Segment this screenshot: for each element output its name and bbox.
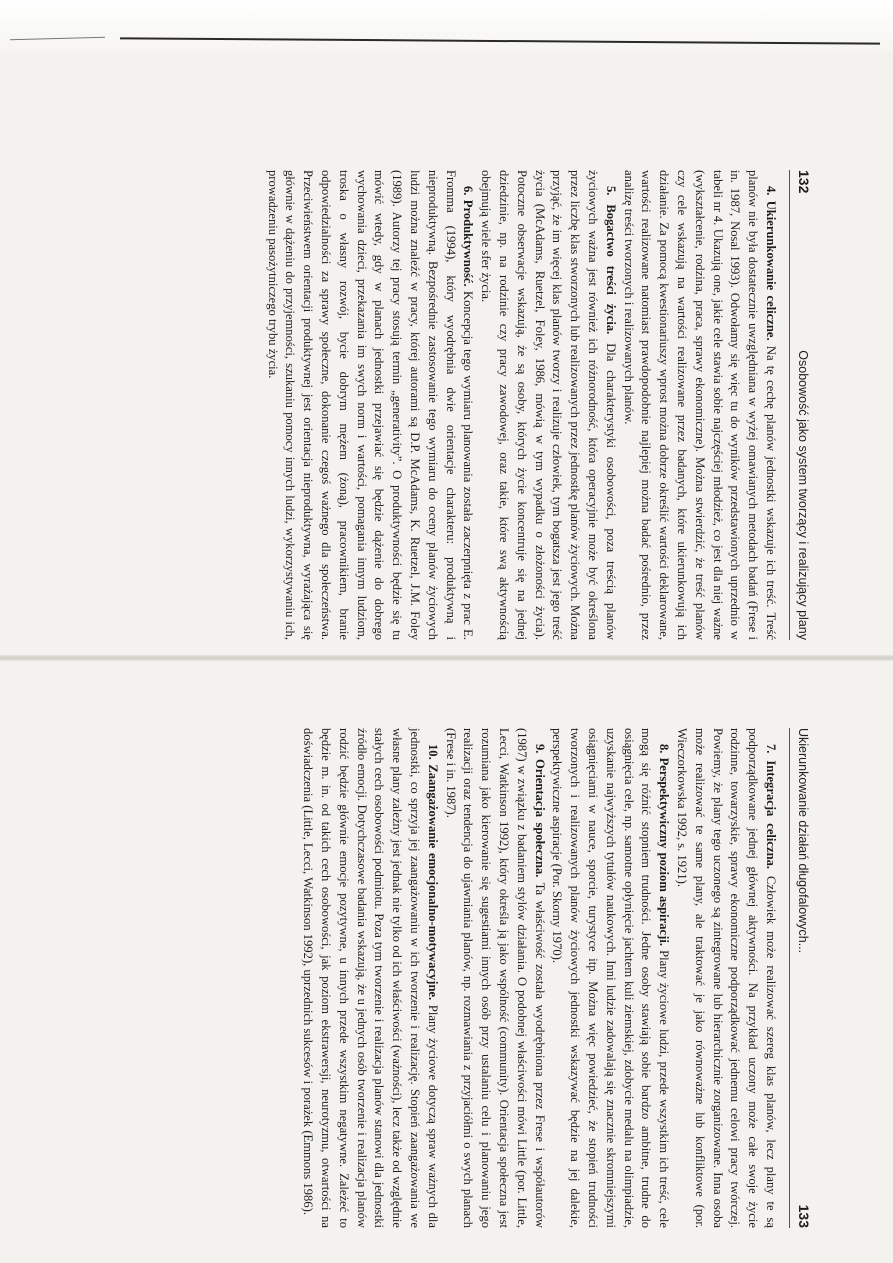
paragraph-text: Człowiek może realizować szereg klas planów, lecz plany te są podporządkowane jednej głównej aktywności. Na przykład uczony może całe swoje życie rodzinne, towarzyskie, sprawy ekonomiczne podporządkować jednemu celowi pracy twórczej. Powiemy, że plany tego uczonego są zintegrowane lub hierarchicznie zorganizowane. Inna osoba może realizować te same plany, ale traktować je jako równoważne lub konfliktowe (por. Wieczorkowska 1992, s. 1921). <box>675 728 778 1228</box>
paragraph-lead: 10. Zaangażowanie emocjonalno-motywacyjne. <box>425 744 440 1001</box>
paragraph-text: Dla charakterystyki osobowości, poza treścią planów życiowych ważna jest również ich różnorodność, która operacyjnie może być określona przez liczbę klas stworzonych lub realizowanych przez jednostkę planów życiowych. Można przyjąć, że im więcej klas planów tworzy i realizuje człowiek, tym bogatsza jest jego treść życia (McAdams, Ruetzel, Foley, 1986, mówią w tym wypadku o złożoności życia). Potoczne obserwacje wskazują, że są osoby, których życie koncentruje się na jednej dziedzinie, np. na rodzinie czy pracy zawodowej, oraz takie, które swą aktywnością obejmują wiele sfer życia. <box>479 170 618 640</box>
paragraph <box>619 170 779 640</box>
page-number: 133 <box>796 1204 812 1228</box>
paragraph <box>476 170 618 640</box>
book-gutter <box>0 655 893 661</box>
paragraph-lead: 8. Perspektywiczny poziom aspiracji. <box>657 744 672 946</box>
paragraph <box>441 728 548 1228</box>
paragraph-lead: 5. Bogactwo treści życia. <box>603 186 618 335</box>
paragraph <box>298 728 440 1228</box>
scan-margin-top <box>0 0 893 52</box>
paragraph-lead: 9. Orientacja społeczna. <box>532 744 547 878</box>
paragraph-text: Ta właściwość została wyodrębniona przez Frese i współautorów (1987) w związku z badaniem stylów działania. O podobnej właściwości mówi Little (por. Little, Lecci, Watkinson 1992), który określa ją jako wspólność (community). Orientacja społeczna jest rozumiana jako kierowanie się sugestiami innych osób przy ustalaniu celu i planowaniu jego realizacji oraz tendencja do ujawniania planów, np. rozmawiania z przyjaciółmi o swych planach (Frese i in. 1987). <box>443 728 547 1228</box>
right-page <box>62 728 812 1228</box>
running-head-title: Ukierunkowanie działań długofalowych... <box>796 728 810 954</box>
page-body <box>298 728 779 1228</box>
paragraph <box>263 170 477 640</box>
running-head-title: Osobowość jako system tworzący i realizujący plany <box>796 350 810 640</box>
paragraph-text: Koncepcja tego wymiaru planowania została zaczerpnięta z prac E. Fromma (1994), który wyodrębnia dwie orientacje charakteru: produktywną i nieproduktywną. Bezpośrednie zastosowanie tego wymiaru do oceny planów życiowych ludzi można znaleźć w pracy, której autorami są D.P. McAdams, K. Ruetzel, J.M. Foley (1989). Autorzy tej pracy stosują termin „generativity”. O produktywności będzie się tu mówić wtedy, gdy w planach jednostki przejawiać się będzie dążenie do dobrego wychowania dzieci, przekazania im swych norm i wartości, pomagania innym ludziom, troska o własny rozwój, bycie dobrym mężem (żoną), pracownikiem, branie odpowiedzialności za sprawy społeczne, dokonanie czegoś ważnego dla społeczeństwa. Przeciwieństwem orientacji produktywnej jest orientacja nieproduktywna, wyrażająca się głównie w dążeniu do przyjemności, szukaniu pomocy innych ludzi, wykorzystywaniu ich, prowadzeniu pasożytniczego trybu życia. <box>265 170 476 640</box>
running-head <box>789 170 812 640</box>
paragraph-text: Plany życiowe dotyczą spraw ważnych dla jednostki, co sprzyja jej zaangażowaniu w ich tworzenie i realizację. Stopień zaangażowania we własne plany zależny jest jednak nie tylko od ich właściwości (ważności), lecz także od względnie stałych cech osobowości podmiotu. Poza tym tworzenie i realizacja planów stanowi dla jednostki źródło emocji. Dotychczasowe badania wskazują, że u jednych osób tworzenie i realizacja planów rodzić będzie głównie emocje pozytywne, u innych przede wszystkim negatywne. Zależeć to będzie m. in. od takich cech osobowości, jak poziom ekstrawersji, neurotyzmu, otwartości na doświadczenia (Little, Lecci, Watkinson 1992), uprzednich sukcesów i porażek (Emmons 1986). <box>301 728 440 1228</box>
paragraph <box>548 728 673 1228</box>
paragraph <box>672 728 779 1228</box>
page-number: 132 <box>796 170 812 194</box>
page-body <box>263 170 779 640</box>
paragraph-text: Na tę cechę planów jednostki wskazuje ich treść. Treść planów nie była dostatecznie uwzględniana w wyżej omawianych metodach badań (Frese i in. 1987, Nosal 1993). Odwołamy się więc tu do wyników przedstawionych uprzednio w tabeli nr 4. Ukazują one, jakie cele stawia sobie najczęściej młodzież, co jest dla niej ważne (wykształcenie, rodzina, praca, sprawy ekonomiczne). Można stwierdzić, że treść planów czy cele wskazują na wartości realizowane przez badanych, które ukierunkowują ich działanie. Za pomocą kwestionariuszy wprost można dobrze określić wartości deklarowane, wartości realizowane natomiast prawdopodobnie najlepiej można badać pośrednio, przez analizę treści tworzonych i realizowanych planów. <box>621 170 778 640</box>
paragraph-text: Plany życiowe ludzi, przede wszystkim ich treść, cele mogą się różnić stopniem trudności. Jedne osoby stawiają sobie bardzo ambitne, trudne do osiągnięcia cele, np. samotne opłynięcie jachtem kuli ziemskiej, zdobycie medalu na olimpiadzie, uzyskanie najwyższych tytułów naukowych. Inni ludzie zadowalają się znacznie skromniejszymi osiągnięciami w nauce, sporcie, turystyce itp. Można więc powiedzieć, że stopień trudności tworzonych i realizowanych planów życiowych jednostki wskazywać będzie na jej dalekie, perspektywiczne aspiracje (Por. Skorny 1970). <box>550 728 672 1228</box>
paragraph-lead: 6. Produktywność. <box>461 186 476 287</box>
left-page <box>62 170 812 640</box>
paragraph-lead: 7. Integracja celiczna. <box>764 744 778 870</box>
paragraph-lead: 4. Ukierunkowanie celiczne. <box>764 186 778 341</box>
running-head <box>789 728 812 1228</box>
